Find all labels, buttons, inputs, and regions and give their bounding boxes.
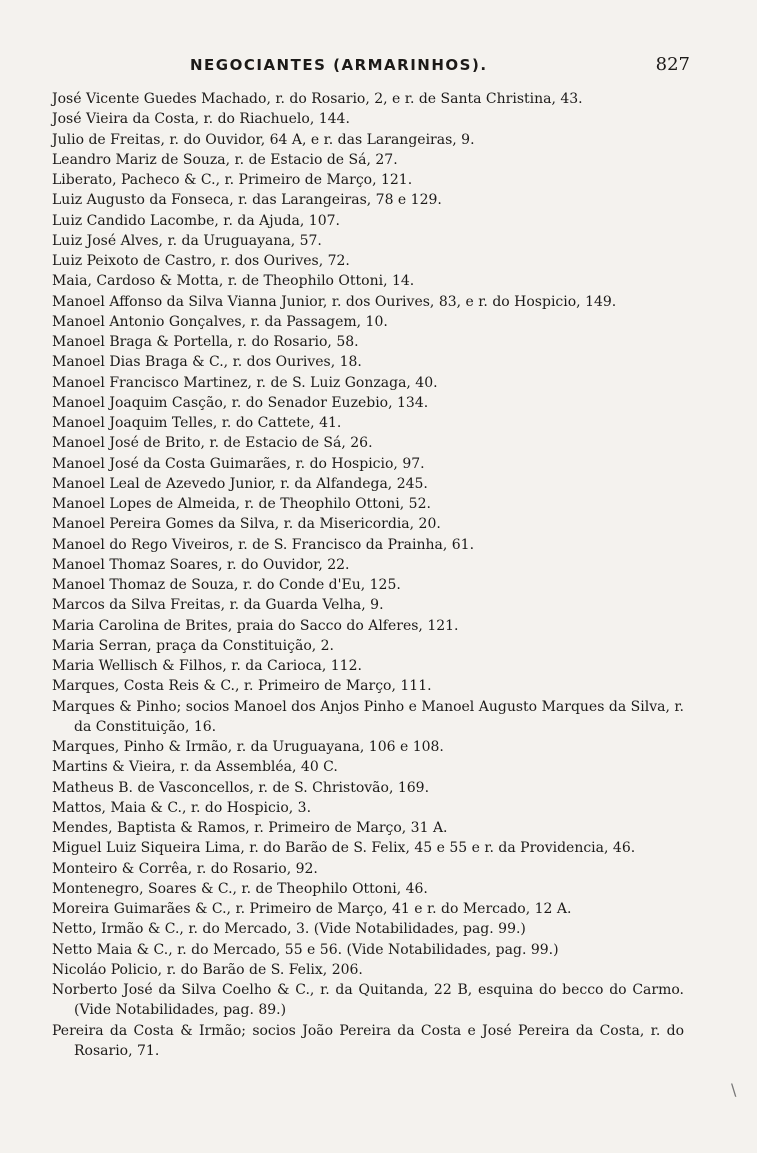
directory-entry: Marcos da Silva Freitas, r. da Guarda Velha, 9. xyxy=(52,597,384,614)
directory-entry: José Vicente Guedes Machado, r. do Rosario, 2, e r. de Santa Christina, 43. xyxy=(52,91,583,107)
directory-entry: Nicoláo Policio, r. do Barão de S. Felix, 206. xyxy=(52,961,363,978)
directory-entry: Monteiro & Corrêa, r. do Rosario, 92. xyxy=(52,860,318,877)
directory-entry: Manoel Dias Braga & C., r. dos Ourives, 18. xyxy=(52,354,362,371)
directory-entry: Manoel José da Costa Guimarães, r. do Hospicio, 97. xyxy=(52,455,425,472)
directory-entry: Pereira da Costa & Irmão; socios João Pereira da Costa e José Pereira da Costa, r. do Rosario, 71. xyxy=(52,1022,684,1059)
directory-entry: Maia, Cardoso & Motta, r. de Theophilo Ottoni, 14. xyxy=(52,273,415,290)
directory-entry: Liberato, Pacheco & C., r. Primeiro de Março, 121. xyxy=(52,172,413,188)
directory-entry: Marques, Pinho & Irmão, r. da Uruguayana, 106 e 108. xyxy=(52,739,444,755)
directory-entry: Matheus B. de Vasconcellos, r. de S. Christovão, 169. xyxy=(52,779,430,796)
directory-entry: Manoel Thomaz Soares, r. do Ouvidor, 22. xyxy=(52,556,350,573)
directory-entry: Luiz José Alves, r. da Uruguayana, 57. xyxy=(52,232,322,249)
directory-entry: Luiz Candido Lacombe, r. da Ajuda, 107. xyxy=(52,212,340,229)
directory-entry: Manoel Joaquim Telles, r. do Cattete, 41. xyxy=(52,415,342,431)
directory-entry: Manoel Thomaz de Souza, r. do Conde d'Eu, 125. xyxy=(52,577,401,593)
directory-entry: Mendes, Baptista & Ramos, r. Primeiro de Março, 31 A. xyxy=(52,820,448,836)
directory-entry: Manoel José de Brito, r. de Estacio de Sá, 26. xyxy=(52,435,373,452)
directory-entry: Miguel Luiz Siqueira Lima, r. do Barão de S. Felix, 45 e 55 e r. da Providencia, 46. xyxy=(52,840,636,857)
directory-entry: Maria Serran, praça da Constituição, 2. xyxy=(52,637,335,654)
directory-entry: Montenegro, Soares & C., r. de Theophilo Ottoni, 46. xyxy=(52,880,428,897)
directory-entry: Manoel Francisco Martinez, r. de S. Luiz Gonzaga, 40. xyxy=(52,374,438,391)
directory-entry: Manoel do Rego Viveiros, r. de S. Francisco da Prainha, 61. xyxy=(52,536,475,553)
directory-entry: Netto, Irmão & C., r. do Mercado, 3. (Vide Notabilidades, pag. 99.) xyxy=(52,921,526,938)
directory-entry: José Vieira da Costa, r. do Riachuelo, 144. xyxy=(52,111,350,128)
directory-entry: Manoel Pereira Gomes da Silva, r. da Misericordia, 20. xyxy=(52,516,441,533)
directory-entry: Julio de Freitas, r. do Ouvidor, 64 A, e r. das Larangeiras, 9. xyxy=(52,131,475,148)
directory-entry: Manoel Leal de Azevedo Junior, r. da Alfandega, 245. xyxy=(52,475,428,492)
directory-entry: Martins & Vieira, r. da Assembléa, 40 C. xyxy=(52,759,338,776)
directory-entry: Manoel Braga & Portella, r. do Rosario, 58. xyxy=(52,334,359,350)
directory-entry: Marques & Pinho; socios Manoel dos Anjos Pinho e Manoel Augusto Marques da Silva, r. da Constituição, 16. xyxy=(52,698,684,735)
directory-entry: Norberto José da Silva Coelho & C., r. da Quitanda, 22 B, esquina do becco do Carmo. (Vide Notabilidades, pag. 89.) xyxy=(52,982,684,1019)
directory-entry: Luiz Augusto da Fonseca, r. das Larangeiras, 78 e 129. xyxy=(52,192,442,209)
directory-entry: Manoel Lopes de Almeida, r. de Theophilo Ottoni, 52. xyxy=(52,496,431,512)
directory-entry: Leandro Mariz de Souza, r. de Estacio de Sá, 27. xyxy=(52,151,398,168)
directory-entry: Netto Maia & C., r. do Mercado, 55 e 56. (Vide Notabilidades, pag. 99.) xyxy=(52,941,559,958)
directory-entry: Maria Wellisch & Filhos, r. da Carioca, 112. xyxy=(52,658,362,674)
directory-entry: Maria Carolina de Brites, praia do Sacco do Alferes, 121. xyxy=(52,617,459,634)
directory-entry: Mattos, Maia & C., r. do Hospicio, 3. xyxy=(52,799,312,816)
directory-entry: Moreira Guimarães & C., r. Primeiro de Março, 41 e r. do Mercado, 12 A. xyxy=(52,901,572,917)
directory-entry: Marques, Costa Reis & C., r. Primeiro de Março, 111. xyxy=(52,678,432,695)
page-header xyxy=(150,56,690,78)
directory-entry: Manoel Affonso da Silva Vianna Junior, r. dos Ourives, 83, e r. do Hospicio, 149. xyxy=(52,293,617,310)
page-title: NEGOCIANTES (ARMARINHOS). xyxy=(190,56,488,74)
directory-entry: Manoel Joaquim Casção, r. do Senador Euzebio, 134. xyxy=(52,394,429,411)
directory-entry: Luiz Peixoto de Castro, r. dos Ourives, 72. xyxy=(52,253,350,269)
page-number: 827 xyxy=(655,54,690,75)
directory-entries xyxy=(52,89,684,1061)
margin-mark: \ xyxy=(731,1080,737,1099)
directory-entry: Manoel Antonio Gonçalves, r. da Passagem, 10. xyxy=(52,313,388,330)
